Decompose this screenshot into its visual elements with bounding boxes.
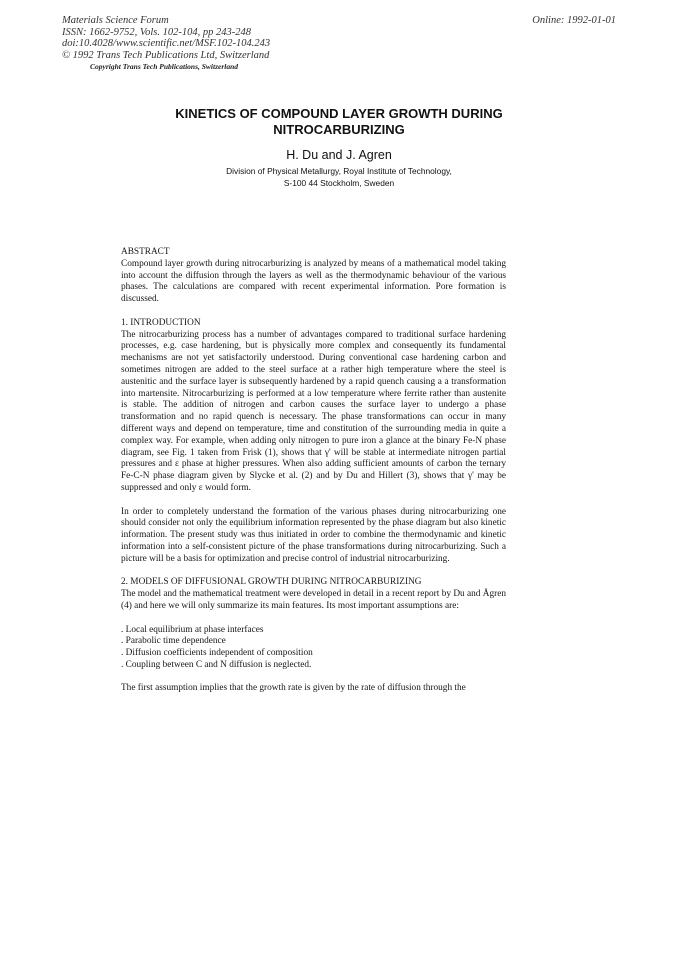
citation-header [62,15,270,72]
journal-name: Materials Science Forum [62,15,169,26]
issn-line: ISSN: 1662-9752, Vols. 102-104, pp 243-248 [62,26,251,38]
models-paragraph-2: The first assumption implies that the growth rate is given by the rate of diffusion through the [121,683,466,694]
authors: H. Du and J. Agren [286,148,392,162]
title-line-2: NITROCARBURIZING [273,122,405,137]
introduction-paragraph-2: In order to completely understand the formation of the various phases during nitrocarburizing one should consider not only the equilibrium information represented by the phase diagram but also kinetic information. The present study was thus initiated in order to combine the thermodynamic and kinetic information into a self-consistent picture of the phase transformations during nitrocarburizing. Such a picture will be a basis for optimization and precise control of industrial nitrocarburizing. [121,506,506,564]
affiliation-line-2: S-100 44 Stockholm, Sweden [283,177,395,188]
list-item: . Diffusion coefficients independent of composition [121,648,313,659]
publisher-line: © 1992 Trans Tech Publications Ltd, Switzerland [62,49,270,61]
copyright-line: Copyright Trans Tech Publications, Switzerland [90,62,239,72]
doi-line: doi:10.4028/www.scientific.net/MSF.102-104.243 [62,38,271,50]
list-item: . Parabolic time dependence [121,636,226,647]
paper-body [121,247,506,695]
online-date: Online: 1992-01-01 [532,15,616,26]
paper-title [0,106,678,138]
list-item: . Coupling between C and N diffusion is neglected. [121,659,312,670]
models-heading: 2. MODELS OF DIFFUSIONAL GROWTH DURING NITROCARBURIZING [121,577,422,588]
title-line-1: KINETICS OF COMPOUND LAYER GROWTH DURING [175,106,503,121]
abstract-heading: ABSTRACT [121,247,170,257]
affiliation-line-1: Division of Physical Metallurgy, Royal Institute of Technology, [226,166,452,176]
models-paragraph-1: The model and the mathematical treatment were developed in detail in a recent report by Du and Ågren (4) and here we will only summarize its main features. Its most important assumptions are: [121,589,506,611]
abstract-text: Compound layer growth during nitrocarburizing is analyzed by means of a mathematical model taking into account the diffusion through the layers as well as the thermodynamic behaviour of the various phases. The calculations are compared with recent experimental information. Pore formation is discussed. [121,258,506,305]
introduction-heading: 1. INTRODUCTION [121,317,201,328]
list-item: . Local equilibrium at phase interfaces [121,624,264,635]
assumptions-list [121,625,506,672]
affiliation [0,166,678,189]
introduction-paragraph-1: The nitrocarburizing process has a number of advantages compared to traditional surface hardening processes, e.g. case hardening, but is physically more complex and consequently its fundamental mechanisms are not yet satisfactorily understood. During conventional case hardening carbon and sometimes nitrogen are added to the steel surface at a rather high temperature where the steel is austenitic and the surface layer is subsequently hardened by a rapid quench causing a a transformation into martensite. Nitrocarburizing is performed at a low temperature where ferrite rather than austenite is stable. The addition of nitrogen and carbon causes the surface layer to undergo a phase transformation and no rapid quench is necessary. The phase transformations can occur in many different ways and depend on temperature, time and constitution of the surrounding media in quite a complex way. For example, when adding only nitrogen to pure iron a glance at the binary Fe-N phase diagram, see Fig. 1 taken from Frisk (1), shows that γ' will be stable at intermediate nitrogen partial pressures and ε phase at higher pressures. When also adding sufficient amounts of carbon the ternary Fe-C-N phase diagram given by Slycke et al. (2) and by Du and Hillert (3), shows that γ' may be suppressed and only ε would form. [121,329,506,493]
